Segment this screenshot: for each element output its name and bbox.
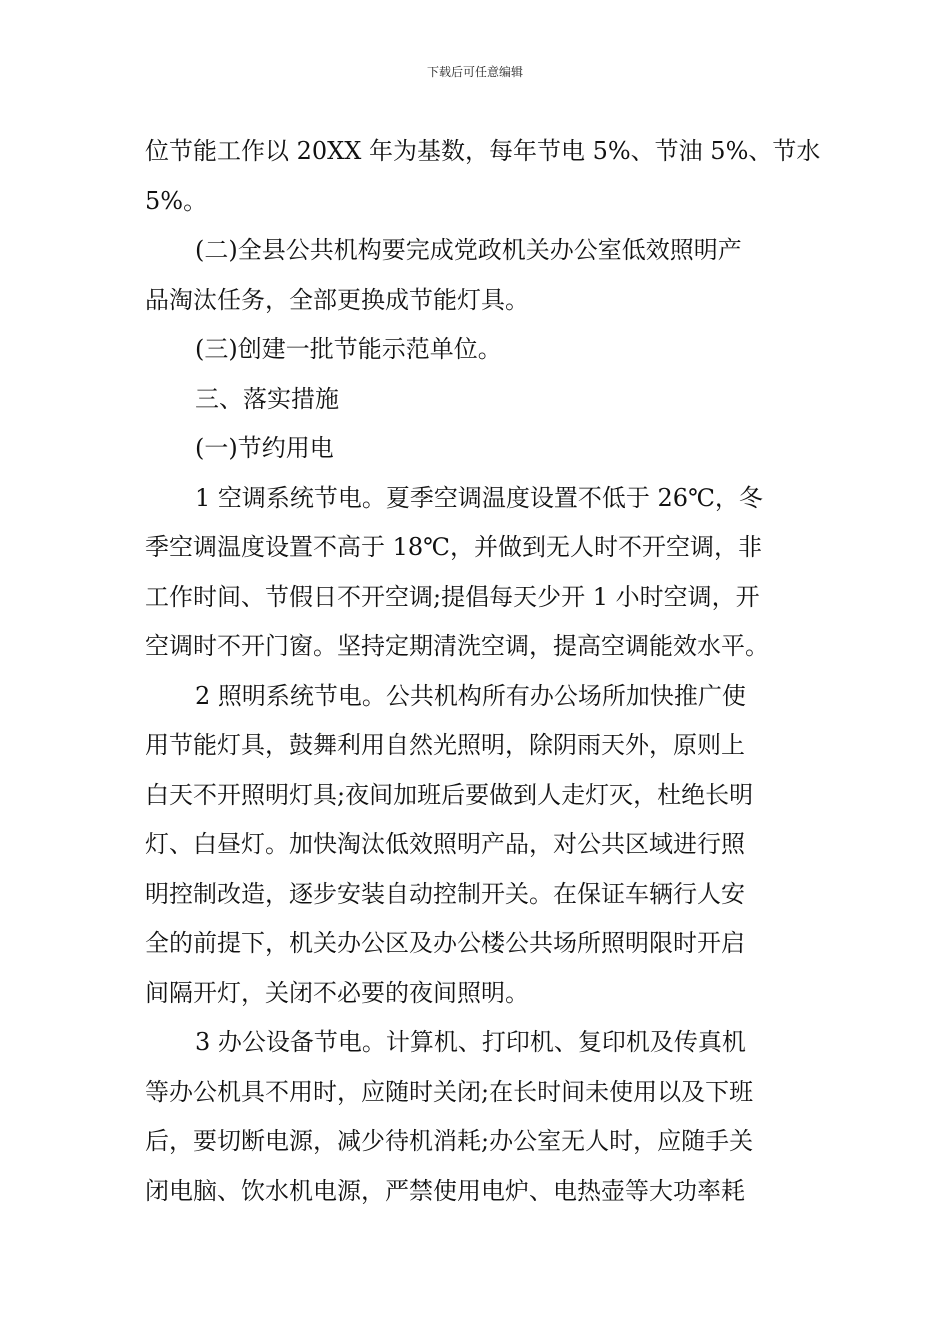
section-heading: 三、落实措施: [195, 384, 339, 413]
text-line: 后，要切断电源，减少待机消耗;办公室无人时，应随手关: [145, 1127, 754, 1155]
text-line: 3 办公设备节电。计算机、打印机、复印机及传真机: [195, 1028, 746, 1056]
subsection-heading: (一)节约用电: [195, 434, 334, 462]
text-line: 明控制改造，逐步安装自动控制开关。在保证车辆行人安: [145, 879, 745, 908]
text-line: 白天不开照明灯具;夜间加班后要做到人走灯灭，杜绝长明: [145, 780, 754, 809]
text-line: 全的前提下，机关办公区及办公楼公共场所照明限时开启: [145, 929, 745, 957]
text-line: 用节能灯具，鼓舞利用自然光照明，除阴雨天外，原则上: [145, 731, 745, 759]
text-line: (二)全县公共机构要完成党政机关办公室低效照明产: [195, 236, 742, 264]
text-line: 位节能工作以 20XX 年为基数，每年节电 5%、节油 5%、节水: [145, 137, 821, 165]
text-line: 灯、白昼灯。加快淘汰低效照明产品，对公共区域进行照: [145, 830, 745, 858]
text-line: 等办公机具不用时，应随时关闭;在长时间未使用以及下班: [145, 1077, 754, 1106]
text-line: 2 照明系统节电。公共机构所有办公场所加快推广使: [195, 681, 746, 710]
page-header: 下载后可任意编辑: [426, 65, 523, 79]
document-body: [145, 127, 821, 1216]
text-line: 1 空调系统节电。夏季空调温度设置不低于 26℃，冬: [195, 483, 763, 512]
text-line: 间隔开灯，关闭不必要的夜间照明。: [145, 978, 529, 1007]
text-line: 工作时间、节假日不开空调;提倡每天少开 1 小时空调，开: [145, 582, 760, 611]
text-line: (三)创建一批节能示范单位。: [195, 335, 502, 363]
text-line: 季空调温度设置不高于 18℃，并做到无人时不开空调，非: [145, 533, 763, 561]
text-line: 空调时不开门窗。坚持定期清洗空调，提高空调能效水平。: [145, 632, 769, 660]
text-line: 5%。: [145, 186, 208, 215]
text-line: 闭电脑、饮水机电源，严禁使用电炉、电热壶等大功率耗: [145, 1176, 745, 1205]
text-line: 品淘汰任务，全部更换成节能灯具。: [145, 285, 529, 314]
